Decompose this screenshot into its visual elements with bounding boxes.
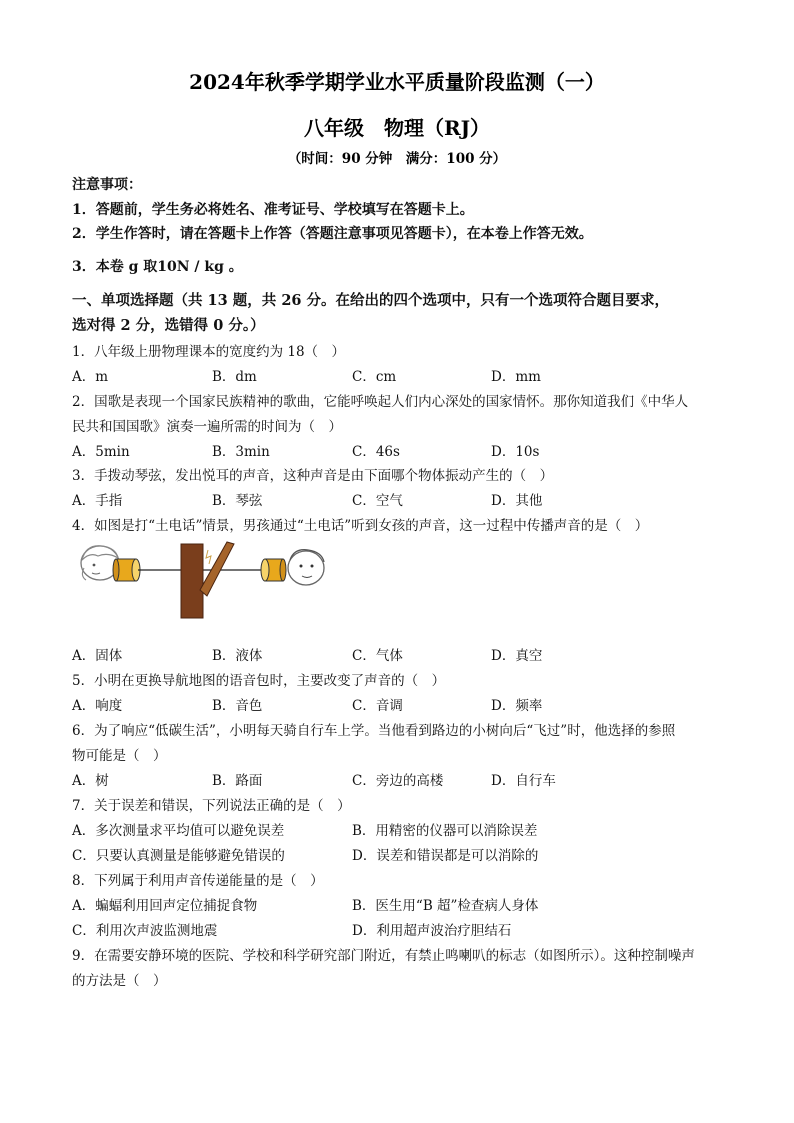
boy-figure (288, 550, 324, 585)
q2-option-b: B．3min (212, 444, 270, 460)
question-5-stem: 5．小明在更换导航地图的语音包时，主要改变了声音的（ ） (72, 673, 446, 689)
q4-option-b: B．液体 (212, 648, 263, 664)
exam-title: 2024年秋季学期学业水平质量阶段监测（一） (189, 70, 605, 94)
q1-option-b: B．dm (212, 369, 257, 385)
q5-option-a: A．响度 (72, 698, 123, 714)
wooden-post (181, 542, 234, 618)
q8-option-a: A．蝙蝠利用回声定位捕捉食物 (72, 898, 258, 914)
q7-option-c: C．只要认真测量是能够避免错误的 (72, 848, 285, 864)
note-item-1: 1．答题前，学生务必将姓名、准考证号、学校填写在答题卡上。 (72, 202, 474, 218)
question-9-stem-line1: 9．在需要安静环境的医院、学校和科学研究部门附近，有禁止鸣喇叭的标志（如图所示）。这种控制噪声 (72, 948, 695, 964)
question-3-stem: 3．手拨动琴弦，发出悦耳的声音，这种声音是由下面哪个物体振动产生的（ ） (72, 468, 554, 484)
note-item-3: 3．本卷 g 取10N / kg 。 (72, 259, 243, 275)
q3-option-b: B．琴弦 (212, 493, 263, 509)
q8-option-b: B．医生用“B 超”检查病人身体 (352, 898, 539, 914)
q6-option-a: A．树 (72, 773, 109, 789)
exam-info: （时间：90 分钟 满分：100 分） (287, 151, 507, 167)
string-telephone-figure (72, 538, 342, 622)
q2-option-c: C．46s (352, 444, 400, 460)
question-7-stem: 7．关于误差和错误，下列说法正确的是（ ） (72, 798, 351, 814)
section-heading-line1: 一、单项选择题（共 13 题，共 26 分。在给出的四个选项中，只有一个选项符合题目要求， (72, 292, 670, 309)
q5-option-b: B．音色 (212, 698, 263, 714)
question-1-stem: 1．八年级上册物理课本的宽度约为 18（ ） (72, 344, 346, 360)
notes-heading: 注意事项： (72, 177, 142, 193)
q5-option-c: C．音调 (352, 698, 403, 714)
q2-option-d: D．10s (491, 444, 540, 460)
q8-option-d: D．利用超声波治疗胆结石 (352, 923, 512, 939)
exam-subtitle: 八年级 物理（RJ） (303, 116, 491, 140)
q7-option-b: B．用精密的仪器可以消除误差 (352, 823, 538, 839)
q8-option-c: C．利用次声波监测地震 (72, 923, 218, 939)
question-6-stem-line2: 物可能是（ ） (72, 748, 167, 764)
q6-option-d: D．自行车 (491, 773, 556, 789)
section-heading-line2: 选对得 2 分，选错得 0 分。） (72, 317, 265, 334)
question-8-stem: 8．下列属于利用声音传递能量的是（ ） (72, 873, 324, 889)
q2-option-a: A．5min (72, 444, 130, 460)
question-6-stem-line1: 6．为了响应“低碳生活”，小明每天骑自行车上学。当他看到路边的小树向后“飞过”时，他选择的参照 (72, 723, 676, 739)
note-item-2: 2．学生作答时，请在答题卡上作答（答题注意事项见答题卡），在本卷上作答无效。 (72, 226, 593, 242)
right-cup (261, 559, 286, 581)
q4-option-a: A．固体 (72, 648, 123, 664)
q3-option-a: A．手指 (72, 493, 123, 509)
question-4-stem: 4．如图是打“土电话”情景，男孩通过“土电话”听到女孩的声音，这一过程中传播声音的是（ ） (72, 518, 649, 534)
q5-option-d: D．频率 (491, 698, 543, 714)
question-2-stem-line1: 2．国歌是表现一个国家民族精神的歌曲，它能呼唤起人们内心深处的国家情怀。那你知道我们《中华人 (72, 394, 689, 410)
q7-option-a: A．多次测量求平均值可以避免误差 (72, 823, 285, 839)
q4-option-c: C．气体 (352, 648, 403, 664)
q4-option-d: D．真空 (491, 648, 543, 664)
q7-option-d: D．误差和错误都是可以消除的 (352, 848, 539, 864)
q1-option-a: A．m (72, 369, 109, 385)
question-2-stem-line2: 民共和国国歌》演奏一遍所需的时间为（ ） (72, 419, 342, 435)
question-9-stem-line2: 的方法是（ ） (72, 973, 167, 989)
q3-option-d: D．其他 (491, 493, 543, 509)
q3-option-c: C．空气 (352, 493, 403, 509)
q6-option-c: C．旁边的高楼 (352, 773, 444, 789)
q1-option-d: D．mm (491, 369, 541, 385)
q1-option-c: C．cm (352, 369, 397, 385)
left-cup (113, 559, 140, 581)
q6-option-b: B．路面 (212, 773, 263, 789)
